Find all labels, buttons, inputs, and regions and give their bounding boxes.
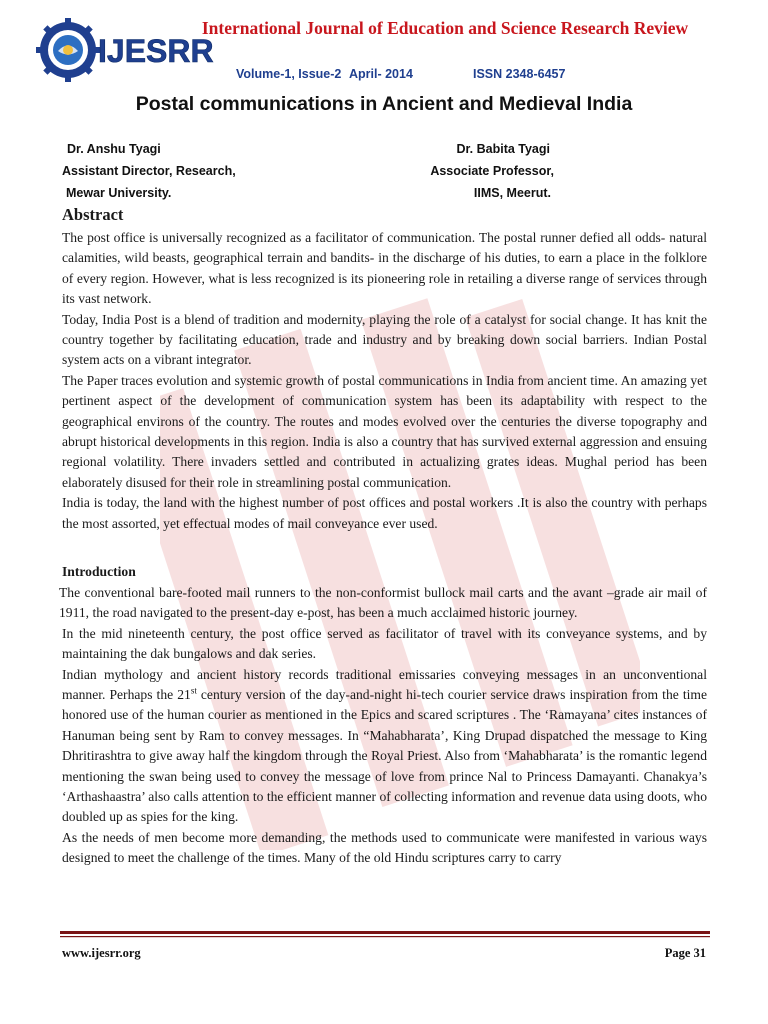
abstract-paragraph: The post office is universally recognized as a facilitator of communication. The postal runner defied all odds- natural calamities, wild beasts, geographical terrain and bandits- in the discharge of his duties, to earn a place in the folklore of every region. However, what is less recognized is its pioneering role in retailing a diverse range of services through its vast network. [62, 230, 707, 307]
abstract-paragraph: Today, India Post is a blend of tradition and modernity, playing the role of a catalyst for social change. It has knit the country together by facilitating education, trade and industry and by breaking down social barriers. Indian Postal system acts on a vibrant integrator. [62, 311, 707, 368]
introduction-paragraph: In the mid nineteenth century, the post office served as facilitator of travel with its conveyance systems, and by maintaining the dak bungalows and dak series. [62, 625, 707, 662]
abstract-body [62, 228, 707, 534]
author-name: Dr. Babita Tyagi [456, 142, 550, 156]
introduction-body [59, 583, 708, 869]
paper-title: Postal communications in Ancient and Medieval India [135, 93, 633, 115]
logo-text: IJESRR [98, 33, 214, 69]
introduction-paragraph: Indian mythology and ancient history records traditional emissaries conveying messages in an unconventional manner. Perhaps the 21st century version of the day-and-night hi-tech courier service draws inspiration from the time honored use of the human courier as mentioned in the Epics and scared scriptures . The ‘Ramayana’ cites instances of Hanuman being sent by Ram to convey messages. In “Mahabharata’, King Drupad dispatched the message to King Dhritirashtra to give away half the kingdom through the Royal Priest. Also from ‘Mahabharata’ is the romantic legend mentioning the swan being used to convey the message of love from prince Nal to Princess Damayanti. Chanakya’s ‘Arthashaastra’ also calls attention to the efficient manner of collecting information and revenue data using doots, who doubled up as spies for the king. [62, 666, 708, 825]
abstract-paragraph: The Paper traces evolution and systemic growth of postal communications in India from ancient time. An amazing yet pertinent aspect of the development of communication system has been its adaptability with respect to the geographical environs of the country. The routes and modes evolved over the centuries the diverse topography and abrupt historical developments in this region. India is also a country that has survived external aggression and ensuing regional volatility. There invaders settled and contributed in actualizing grates ideas. Mughal period has been elaborately disused for their role in streamlining postal communication. [62, 372, 707, 490]
author-block-1 [62, 138, 236, 204]
journal-logo [36, 18, 221, 82]
issn: ISSN 2348-6457 [473, 67, 566, 81]
introduction-heading: Introduction [62, 564, 136, 579]
footer-website[interactable]: www.ijesrr.org [62, 946, 141, 960]
abstract-heading: Abstract [62, 205, 124, 224]
author-block-2 [430, 138, 554, 204]
author-position: Associate Professor, [430, 164, 554, 178]
journal-title: International Journal of Education and Science Research Review [201, 18, 689, 38]
author-affiliation: Mewar University. [66, 186, 172, 200]
issue-date: April- 2014 [349, 67, 413, 81]
introduction-paragraph: As the needs of men become more demanding, the methods used to communicate were manifested in various ways designed to meet the challenge of the times. Many of the old Hindu scriptures carry to carry [62, 829, 707, 866]
author-affiliation: IIMS, Meerut. [473, 186, 551, 200]
volume-issue: Volume-1, Issue-2 [236, 67, 342, 81]
author-name: Dr. Anshu Tyagi [67, 142, 161, 156]
abstract-paragraph: India is today, the land with the highest number of post offices and postal workers .It is also the country with perhaps the most assorted, yet effectual modes of mail conveyance ever used. [62, 495, 707, 531]
author-position: Assistant Director, Research, [62, 164, 236, 178]
footer-divider [60, 931, 710, 941]
page-number: Page 31 [664, 946, 706, 960]
gear-emblem-icon [36, 18, 100, 82]
introduction-paragraph: The conventional bare-footed mail runners to the non-conformist bullock mail carts and the avant –grade air mail of 1911, the road navigated to the present-day e-post, has been a much acclaimed historic journey. [59, 585, 707, 621]
